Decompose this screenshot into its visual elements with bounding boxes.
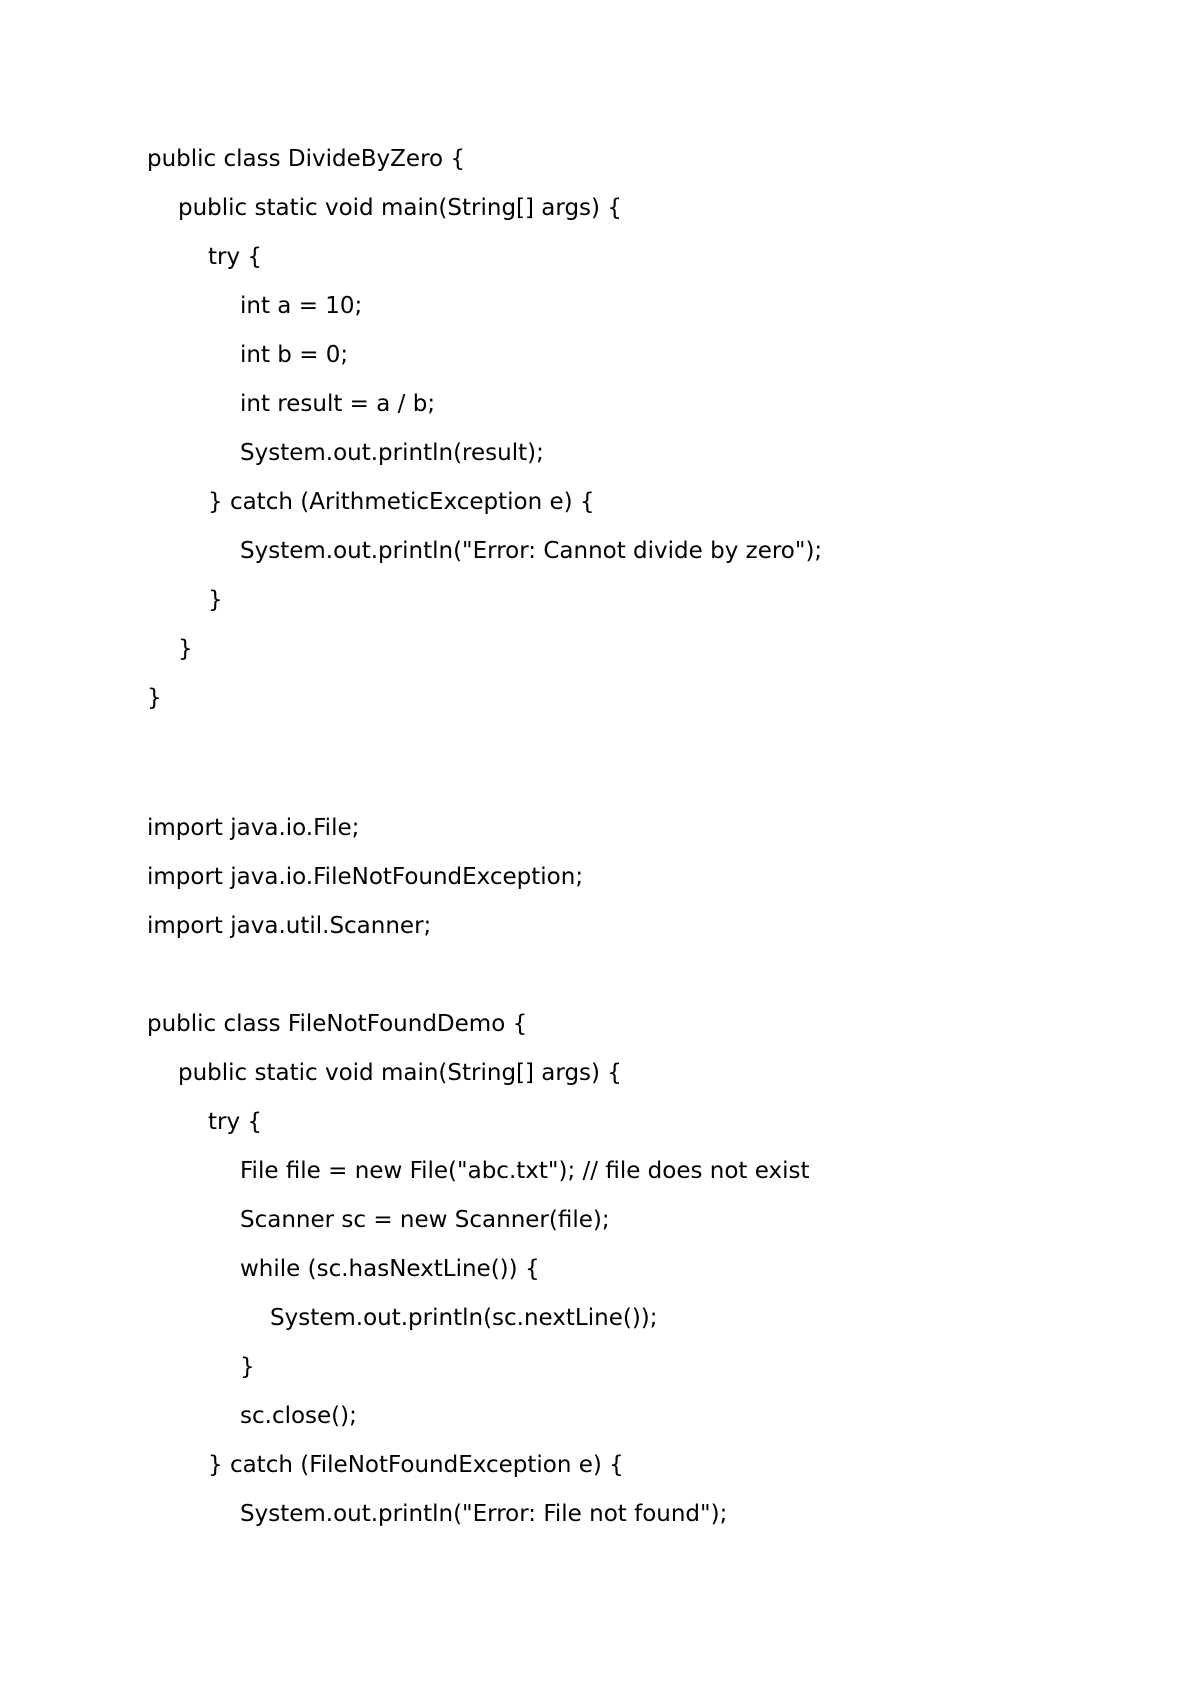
code-line: public class FileNotFoundDemo { (147, 1011, 528, 1037)
code-line: System.out.println(sc.nextLine()); (270, 1305, 658, 1331)
code-line: public class DivideByZero { (147, 146, 466, 172)
code-line: sc.close(); (240, 1403, 357, 1429)
code-line: } catch (ArithmeticException e) { (208, 489, 595, 515)
code-line: System.out.println("Error: Cannot divide by zero"); (240, 538, 823, 564)
code-line: public static void main(String[] args) { (178, 1060, 622, 1086)
code-line: while (sc.hasNextLine()) { (240, 1256, 540, 1282)
code-line: } catch (FileNotFoundException e) { (208, 1452, 624, 1478)
code-line: File file = new File("abc.txt"); // file does not exist (240, 1158, 810, 1184)
code-line: } (208, 587, 223, 613)
code-line: try { (208, 1109, 263, 1135)
code-line: System.out.println("Error: File not found"); (240, 1501, 728, 1527)
code-line: int a = 10; (240, 293, 363, 319)
code-line: } (240, 1354, 255, 1380)
code-line: import java.util.Scanner; (147, 913, 432, 939)
code-line: Scanner sc = new Scanner(file); (240, 1207, 610, 1233)
code-line: int result = a / b; (240, 391, 436, 417)
code-line: } (147, 685, 162, 711)
code-line: import java.io.FileNotFoundException; (147, 864, 584, 890)
code-line: int b = 0; (240, 342, 349, 368)
code-line: public static void main(String[] args) { (178, 195, 622, 221)
code-line: System.out.println(result); (240, 440, 544, 466)
code-line: try { (208, 244, 263, 270)
code-line: } (178, 636, 193, 662)
code-line: import java.io.File; (147, 815, 360, 841)
